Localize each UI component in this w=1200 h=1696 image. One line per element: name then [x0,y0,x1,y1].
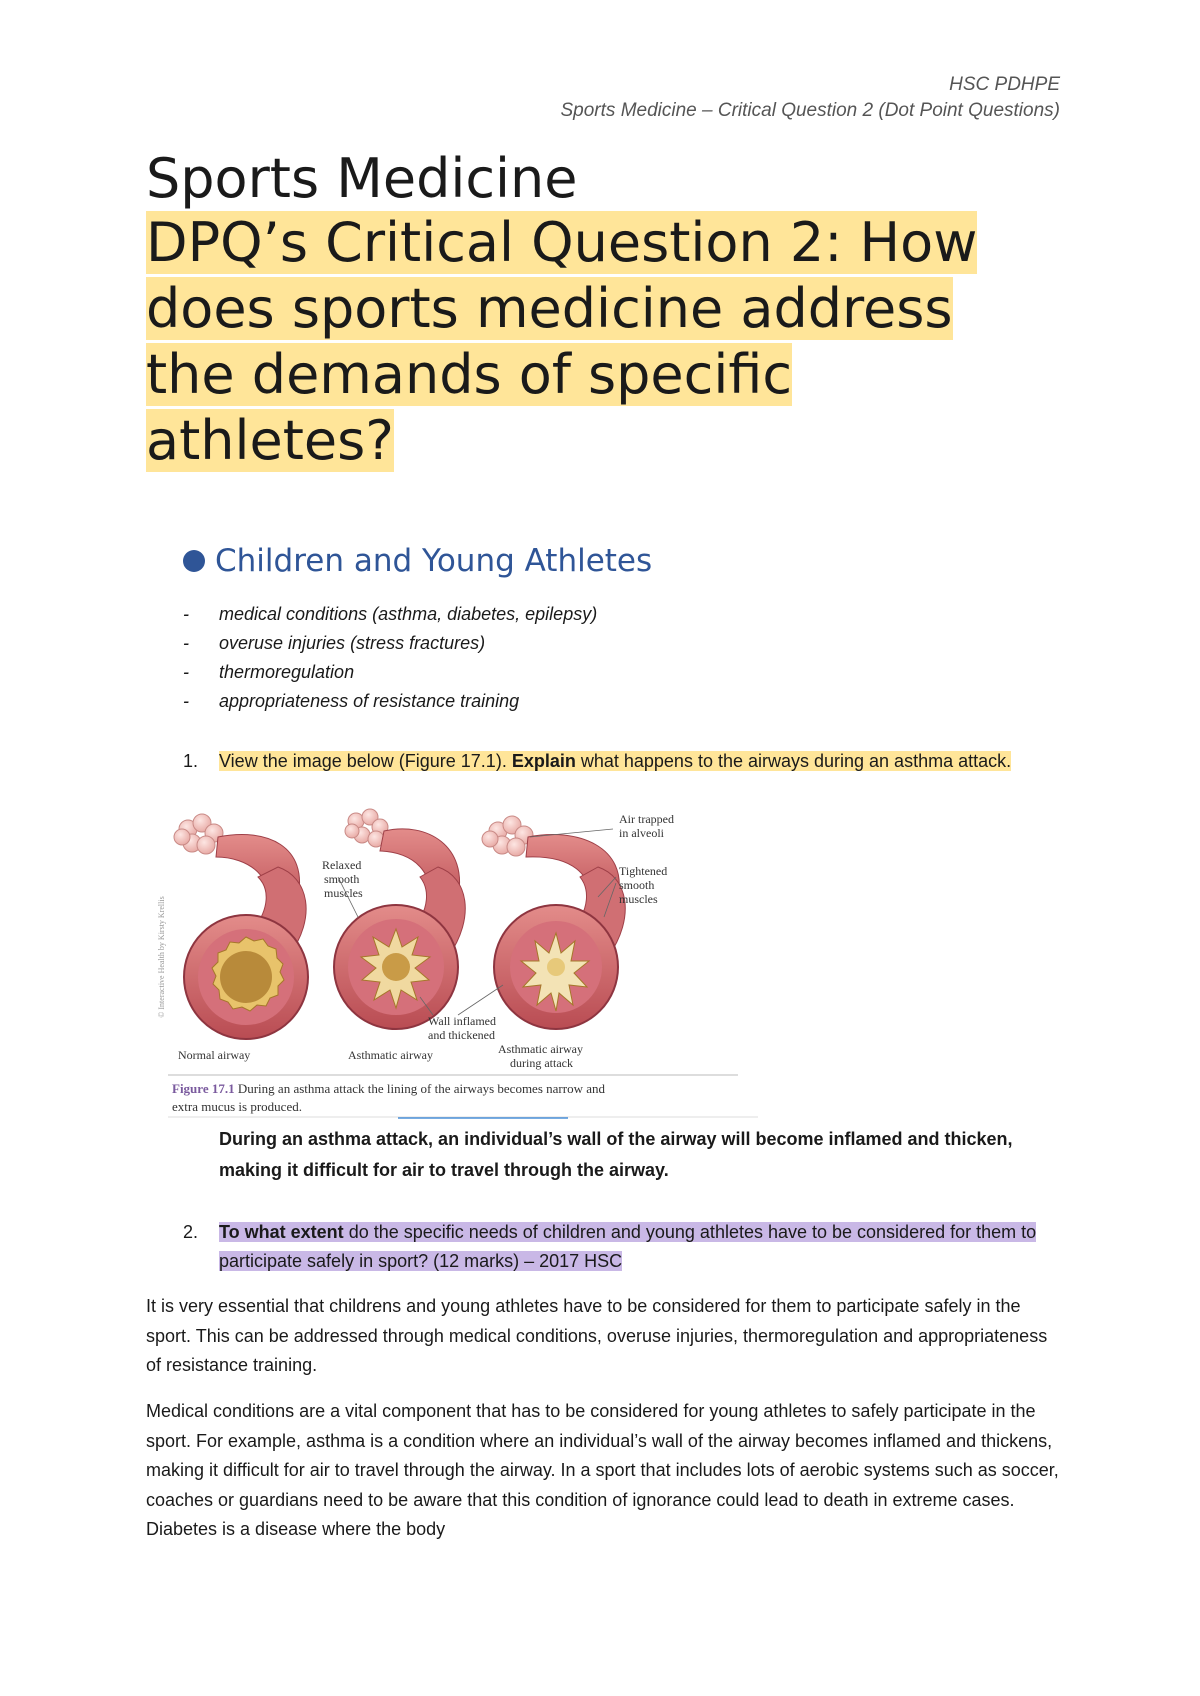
label-smooth-2: smooth [619,878,655,892]
label-smooth: smooth [324,872,360,886]
question-1 [183,747,1063,776]
essay-paragraph-1 [146,1292,1066,1381]
dot-point-list [183,600,597,716]
asthmatic-airway-drawing [334,809,465,1029]
attack-airway-drawing [482,816,625,1029]
header-topic: Sports Medicine – Critical Question 2 (Dot Point Questions) [560,100,1060,121]
essay-paragraph-2 [146,1397,1066,1545]
label-and-thickened: and thickened [428,1028,495,1042]
label-in-alveoli: in alveoli [619,826,664,840]
label-muscles: muscles [324,886,363,900]
label-tightened: Tightened [619,864,668,878]
list-item: - thermoregulation [183,658,597,687]
list-item: - medical conditions (asthma, diabetes, epilepsy) [183,600,597,629]
label-relaxed: Relaxed [322,858,362,872]
normal-airway-drawing [174,814,308,1039]
label-normal-airway: Normal airway [178,1048,251,1062]
airway-figure [158,807,758,1119]
label-attack-airway: Asthmatic airway [498,1042,583,1056]
figure-credit: © Interactive Health by Kirsty Krellis [157,896,166,1018]
question-keyword: To what extent [219,1222,344,1242]
paragraph-text: It is very essential that childrens and young athletes have to be considered for them to participate safely in the sport. This can be addressed through medical conditions, overuse injuries, thermoregulation and appropriateness of resistance training. [146,1296,1048,1375]
label-muscles-2: muscles [619,892,658,906]
subtitle-text: DPQ’s Critical Question 2: How does sports medicine address the demands of specific athletes? [146,211,978,472]
header-subject: HSC PDHPE [949,74,1060,95]
section-heading [183,543,652,579]
document-title: Sports Medicine [146,147,578,210]
figure-caption-line2: extra mucus is produced. [172,1099,302,1114]
airway-illustration [158,807,758,1119]
question-2 [183,1218,1063,1276]
label-wall-inflamed: Wall inflamed [428,1014,497,1028]
list-item: - overuse injuries (stress fractures) [183,629,597,658]
document-subtitle [146,210,1046,474]
question-keyword: Explain [511,751,576,771]
figure-caption-number: Figure 17.1 [172,1081,235,1096]
list-item: - appropriateness of resistance training [183,687,597,716]
bullet-dot-icon [183,550,205,572]
question-text: View the image below (Figure 17.1). [219,751,512,771]
section-heading-text: Children and Young Athletes [215,543,653,579]
label-air-trapped: Air trapped [619,812,674,826]
figure-caption [172,1081,605,1096]
question-number: 1. [183,751,199,771]
paragraph-text: Medical conditions are a vital component that has to be considered for young athletes to safely participate in the sport. For example, asthma is a condition where an individual’s wall of the airway becomes inflamed and thickens, making it difficult for air to travel through the airway. In a sport that includes lots of aerobic systems such as soccer, coaches or guardians need to be aware that this condition of ignorance could lead to death in extreme cases. Diabetes is a disease where the body [146,1401,1059,1539]
figure-caption-text: During an asthma attack the lining of the airways becomes narrow and [234,1081,605,1096]
label-during-attack: during attack [510,1056,573,1070]
question-text: what happens to the airways during an asthma attack. [575,751,1012,771]
label-asthmatic-airway: Asthmatic airway [348,1048,433,1062]
answer-1: During an asthma attack, an individual’s wall of the airway will become inflamed and thicken, making it difficult for air to travel through the airway. [219,1129,1013,1180]
question-number: 2. [183,1222,199,1242]
question-text: do the specific needs of children and young athletes have to be considered for them to participate safely in sport? (12 marks) – 2017 HSC [219,1222,1037,1271]
